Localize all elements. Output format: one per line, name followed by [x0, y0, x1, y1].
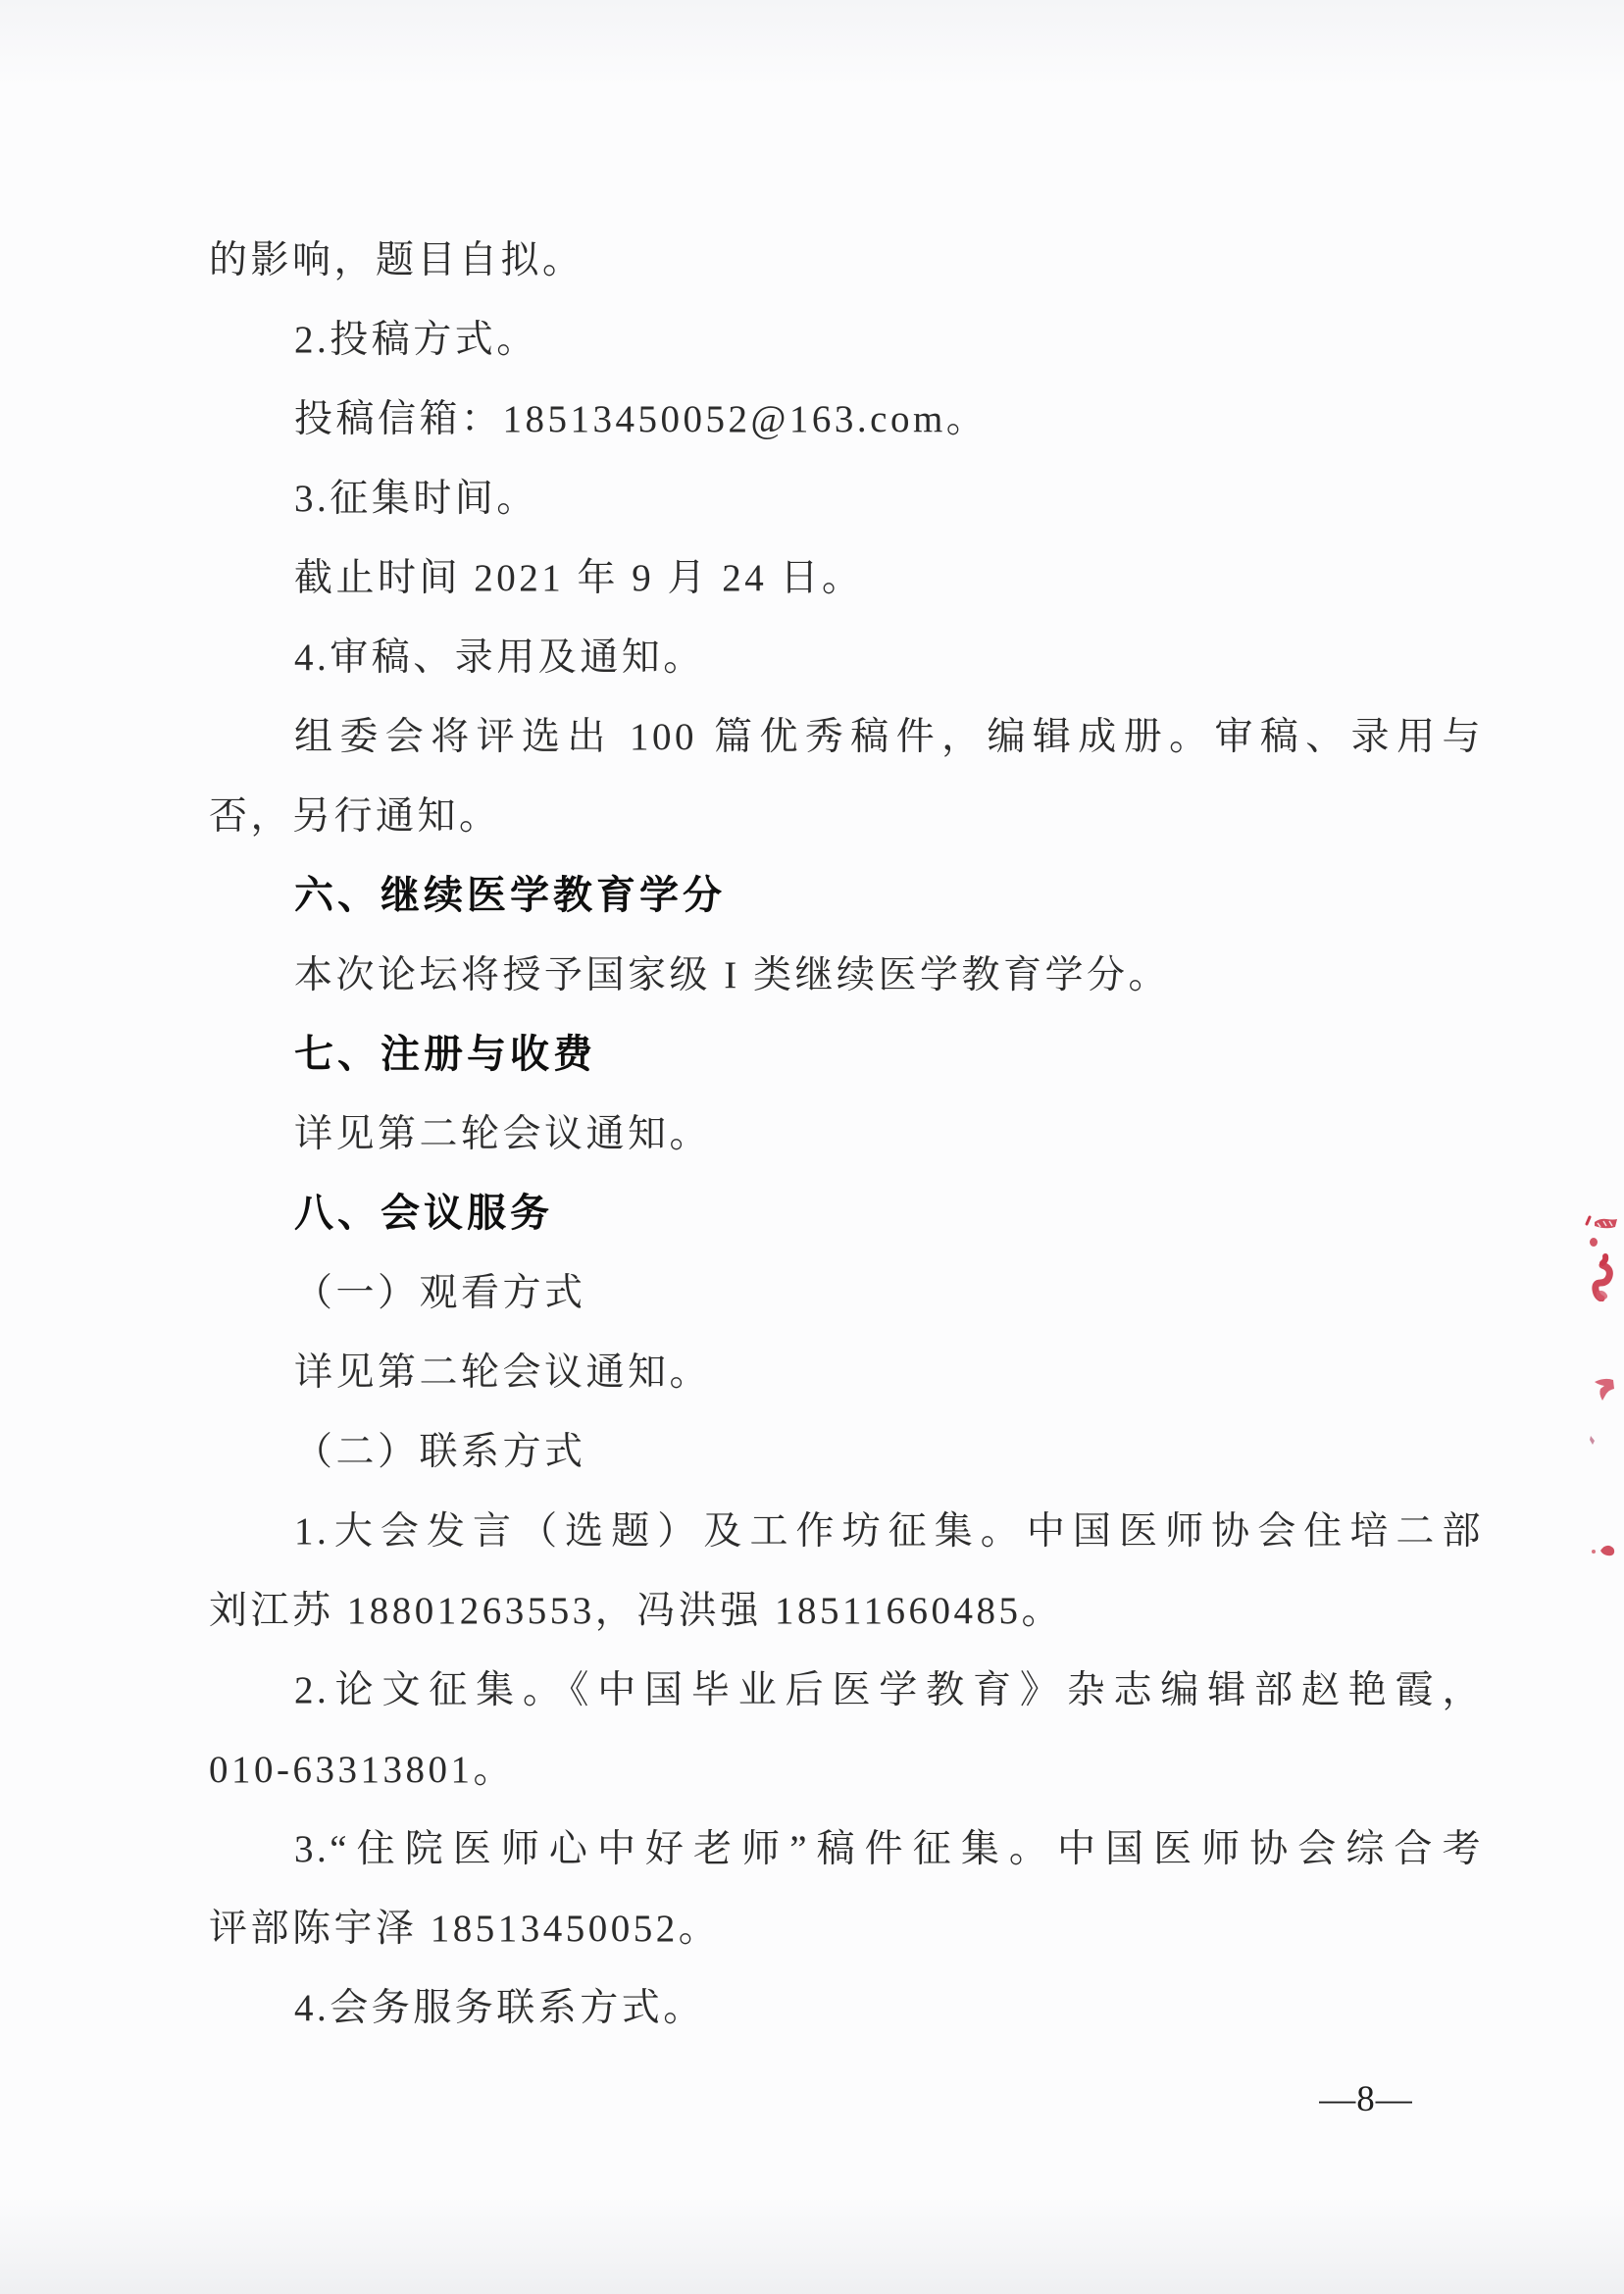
section-heading: 六、继续医学教育学分: [294, 874, 726, 917]
text-line: 刘江苏 18801263553，冯洪强 18511660485。: [209, 1590, 1064, 1632]
text-line: 3.征集时间。: [294, 478, 538, 520]
section-heading: 七、注册与收费: [294, 1033, 596, 1076]
text-line: 的影响，题目自拟。: [209, 239, 584, 281]
text-line: 组委会将评选出 100 篇优秀稿件，编辑成册。审稿、录用与: [294, 716, 1484, 758]
section-heading: 八、会议服务: [294, 1192, 553, 1235]
text-line: 4.会务服务联系方式。: [294, 1987, 705, 2029]
text-line: 详见第二轮会议通知。: [294, 1113, 712, 1155]
text-line: 评部陈宇泽 18513450052。: [209, 1908, 721, 1950]
text-line: 2.投稿方式。: [294, 319, 538, 361]
text-line: 截止时间 2021 年 9 月 24 日。: [294, 557, 864, 599]
red-ink-speck: [1588, 1434, 1598, 1446]
text-line: （一）观看方式: [294, 1272, 586, 1314]
text-line: 2.论文征集。《中国毕业后医学教育》杂志编辑部赵艳霞，: [294, 1669, 1484, 1711]
text-line: 详见第二轮会议通知。: [294, 1351, 712, 1394]
red-ink-dot: [1589, 1237, 1599, 1248]
text-line: 投稿信箱：18513450052@163.com。: [294, 398, 989, 440]
text-line: 3.“住院医师心中好老师”稿件征集。中国医师协会综合考: [294, 1828, 1484, 1870]
page-number: —8—: [1319, 2079, 1413, 2119]
text-line: （二）联系方式: [294, 1431, 586, 1473]
text-line: 010-63313801。: [209, 1749, 515, 1791]
text-line: 4.审稿、录用及通知。: [294, 637, 705, 679]
red-ink-flag-fragment: [1593, 1376, 1616, 1402]
red-ink-squiggle: [1587, 1252, 1616, 1301]
red-ink-bar-fragment: [1584, 1214, 1619, 1236]
text-line: 1.大会发言（选题）及工作坊征集。中国医师协会住培二部: [294, 1510, 1484, 1553]
text-line: 否，另行通知。: [209, 795, 501, 838]
text-line: 本次论坛将授予国家级 I 类继续医学教育学分。: [294, 954, 1170, 996]
red-ink-blob: [1591, 1542, 1616, 1557]
